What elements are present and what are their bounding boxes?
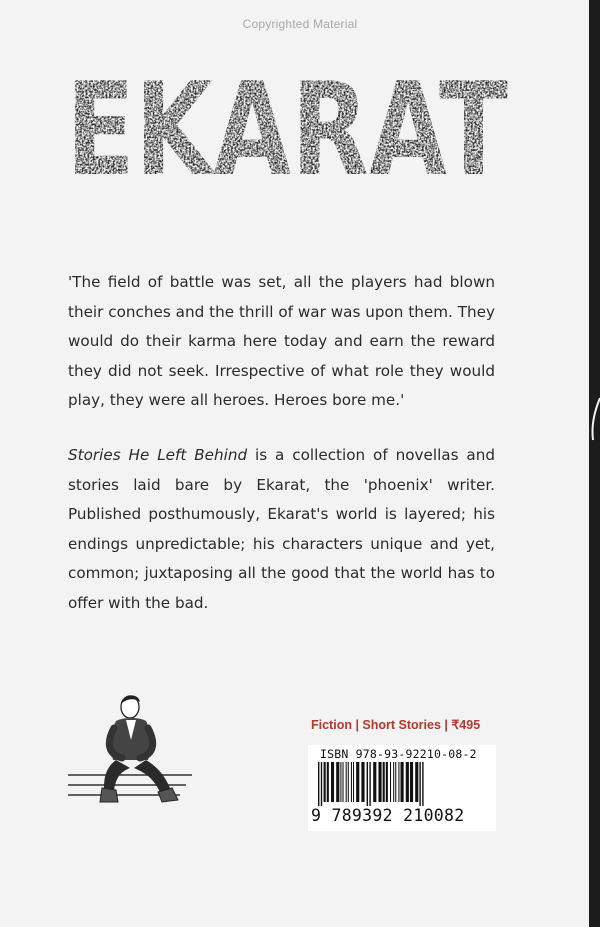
author-illustration xyxy=(66,688,196,808)
barcode-bar xyxy=(383,762,385,802)
barcode-bar xyxy=(390,762,391,802)
barcode-bar xyxy=(348,762,349,802)
barcode-bar xyxy=(406,762,409,802)
barcode-bar xyxy=(340,762,341,802)
barcode-bar xyxy=(361,762,364,802)
barcode-bar xyxy=(373,762,376,802)
barcode-bar xyxy=(346,762,347,802)
barcode-bar xyxy=(331,762,334,802)
excerpt-quote: 'The field of battle was set, all the players had blown their conches and the thrill of war was upon them. They would do their karma here today and earn the reward they did not seek. Irrespective of what role they would play, they were all heroes. Heroes bore me.' xyxy=(68,273,495,409)
author-title-text: EKARAT xyxy=(66,56,508,205)
book-title-italic: Stories He Left Behind xyxy=(68,446,248,464)
barcode-bar xyxy=(419,762,420,806)
barcode-bar xyxy=(367,762,368,806)
barcode-bar xyxy=(343,762,344,802)
copyright-watermark-top: Copyrighted Material xyxy=(242,17,358,31)
barcode-bar xyxy=(336,762,339,802)
barcode-bar xyxy=(378,762,381,802)
author-title xyxy=(66,56,510,205)
barcode-bar xyxy=(393,762,394,802)
barcode-bar xyxy=(398,762,399,802)
barcode-bar xyxy=(386,762,388,802)
barcode-bar xyxy=(356,762,359,802)
barcode-bar xyxy=(401,762,404,802)
barcode-bar xyxy=(410,762,413,802)
blurb-text: is a collection of novellas and stories laid bare by Ekarat, the 'phoenix' writer. Published posthumously, Ekarat's world is layered; his endings unpredictable; his characters unique and yet, common; juxtaposing all the good that the world has to offer with the bad. xyxy=(68,446,495,612)
barcode-bar xyxy=(351,762,352,802)
isbn-barcode xyxy=(308,745,496,831)
barcode-bar xyxy=(369,762,370,806)
genre-price-line: Fiction | Short Stories | ₹495 xyxy=(311,718,481,732)
barcode-bar xyxy=(321,762,322,806)
barcode-bar xyxy=(353,762,354,802)
barcode-bars xyxy=(312,762,494,806)
barcode-digits: 9 789392 210082 xyxy=(311,806,465,825)
barcode-bar xyxy=(422,762,423,806)
book-blurb xyxy=(68,441,495,618)
isbn-label: ISBN 978-93-92210-08-2 xyxy=(320,747,477,761)
barcode-bar xyxy=(415,762,418,802)
barcode-bar xyxy=(324,762,326,802)
barcode-bar xyxy=(318,762,319,806)
barcode-bar xyxy=(327,762,329,802)
cover-edge-swirl xyxy=(589,0,600,927)
barcode-bar xyxy=(395,762,396,802)
distressed-title-art xyxy=(66,56,510,205)
